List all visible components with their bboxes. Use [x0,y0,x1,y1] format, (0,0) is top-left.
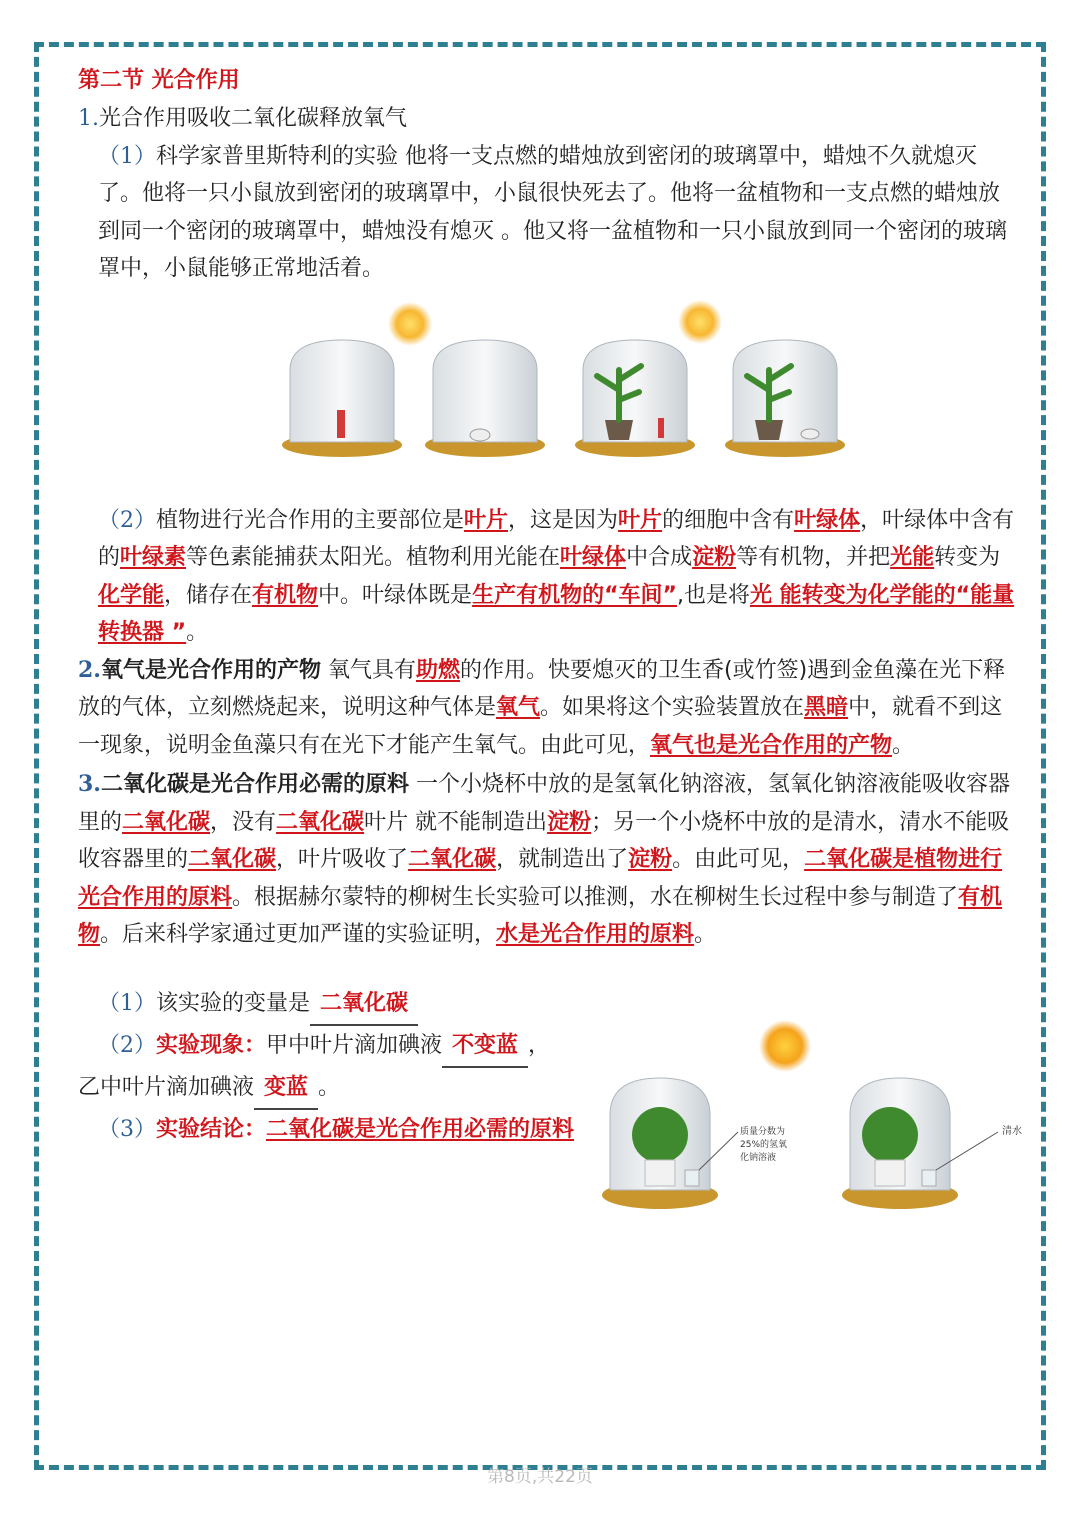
text: 植物进行光合作用的主要部位是 [156,507,465,533]
text: 转变为 [934,545,1001,570]
answer: 有机物 [252,582,319,608]
naoh-label [740,1125,787,1163]
answer: 变蓝 [264,1074,309,1100]
question-text: 该实验的变量是 [156,990,311,1016]
subsection-number: 1. [78,106,99,131]
section-heading: 氧气是光合作用的产物 [100,657,321,683]
text: 的细胞中含有 [662,507,795,533]
text: 氧气具有 [320,657,416,683]
text: 的作用。快要熄灭的卫生香(或竹签)遇到金鱼藻在光下释放的气体，立刻燃烧起来，说明这种气体是 [78,657,1006,720]
item-number: （1） [98,143,156,169]
question-text: 乙中叶片滴加碘液 [78,1074,255,1100]
text: 一个小烧杯中放的是氢氧化钠溶液，氢氧化钠溶液能吸收容器里的 [78,772,1010,835]
answer: 水是光合作用的原料 [496,922,695,947]
answer: 二氧化碳 [122,809,211,835]
paragraph-text: 科学家普里斯特利的实验 他将一支点燃的蜡烛放到密闭的玻璃罩中，蜡烛不久就熄灭了。他将一只小鼠放到密闭的玻璃罩中，小鼠很快死去了。他将一盆植物和一支点燃的蜡烛放到同一个密闭的玻璃罩中，蜡烛没有熄灭 。他又将一盆植物和一只小鼠放到同一个密闭的玻璃罩中，小鼠能够正常地活着。 [98,143,1007,281]
section-2-paragraph [78,652,1018,765]
question-number: （2） [98,1032,156,1058]
answer: 叶片 [618,507,663,533]
answer: 叶绿体 [794,507,861,533]
naoh-label-line: 化钠溶液 [740,1153,777,1163]
bell-jar-mouse [425,340,545,457]
question-label: 实验结论： [156,1116,267,1142]
answer: 叶绿体 [560,545,627,570]
bell-jar-water [842,1078,958,1209]
text: ，叶片吸收了 [276,847,409,872]
text: 。如果将这个实验装置放在 [540,695,805,720]
naoh-label-line: 25%的氢氧 [740,1140,788,1150]
answer: 助燃 [415,657,460,683]
sun-icon [759,1020,811,1072]
text: ，这是因为 [508,507,619,533]
item-number: （2） [98,507,156,533]
answer: 二氧化碳 [408,847,497,872]
text: ，叶绿体中含有的 [98,507,1015,570]
answer: 氧气 [496,695,541,720]
section-number: 3. [78,771,101,797]
answer: 叶绿素 [120,545,187,570]
question-text: ， [528,1032,551,1058]
answer: 二氧化碳 [188,847,277,872]
answer: 黑暗 [804,695,849,720]
text: 。 [186,620,209,645]
naoh-label-line: 质量分数为 [740,1127,786,1137]
answer: 叶片 [464,507,509,533]
answer: 二氧化碳 [276,809,365,835]
question-number: （1） [98,990,156,1016]
answer: 有机物 [78,884,1003,947]
answer: 淀粉 [692,545,737,570]
section-3-paragraph [78,766,1018,954]
answer-blank [310,984,418,1026]
text: 。 [892,732,915,758]
text: 中合成 [626,545,693,570]
question-text: 甲中叶片滴加碘液 [266,1032,443,1058]
question-number: （3） [98,1116,156,1142]
page-footer: 第8页,共22页 [487,1467,593,1487]
spacer [78,954,1018,984]
text: 。 [694,922,717,947]
text: ，就制造出了 [496,847,629,872]
answer: 化学能 [98,582,165,608]
text: 中，就看不到这一现象，说明金鱼藻只有在光下才能产生氧气。由此可见， [78,695,1003,758]
text: 叶片 就不能制造出 [364,809,548,835]
bell-jar-candle [282,340,402,457]
text: 。由此可见， [672,847,805,872]
subsection-1-title [78,100,1018,138]
answer: 二氧化碳是植物进行光合作用的原料 [78,847,1003,910]
question-text: 。 [318,1074,341,1100]
water-label: 清水 [1002,1126,1022,1137]
answer: 光能 [890,545,935,570]
text: 。后来科学家通过更加严谨的实验证明， [100,922,497,947]
answer: 不变蓝 [452,1032,519,1058]
answer: 二氧化碳 [320,990,409,1016]
text: 。根据赫尔蒙特的柳树生长实验可以推测，水在柳树生长过程中参与制造了 [232,884,959,910]
answer: 二氧化碳是光合作用必需的原料 [266,1116,575,1142]
answer-blank [442,1026,528,1068]
bell-jar-naoh [602,1078,718,1209]
experiment-2-paragraph [78,502,1018,652]
answer: 氧气也是光合作用的产物 [650,732,893,758]
bell-jar-experiment-figure [280,300,860,475]
answer: 淀粉 [628,847,673,872]
answer: 淀粉 [547,809,592,835]
text: 等有机物，并把 [736,545,891,570]
answer: 光 能转变为化学能的“能量 转换器 ” [98,582,1015,645]
bell-jar-plant-mouse [725,340,845,457]
text: 中。叶绿体既是 [318,582,473,608]
text: ，没有 [210,809,277,835]
text: 等色素能捕获太阳光。植物利用光能在 [186,545,561,570]
answer-blank [254,1068,318,1110]
bell-jar-plant-candle [575,340,695,457]
answer: 生产有机物的“车间” [472,582,677,608]
text: ；另一个小烧杯中放的是清水，清水不能吸收容器里的 [78,809,1010,872]
section-number: 2. [78,656,101,683]
text: ，储存在 [164,582,253,608]
sun-icon [678,300,722,344]
sun-icon [388,302,432,346]
section-title: 第二节 光合作用 [78,68,240,93]
subsection-title-text: 光合作用吸收二氧化碳释放氧气 [99,106,408,131]
question-label: 实验现象： [156,1032,267,1058]
co2-experiment-figure [600,1020,1040,1220]
document-content [78,66,1018,1150]
experiment-1-paragraph [78,138,1018,288]
section-heading: 二氧化碳是光合作用必需的原料 [100,772,409,797]
text: ,也是将 [676,582,750,608]
